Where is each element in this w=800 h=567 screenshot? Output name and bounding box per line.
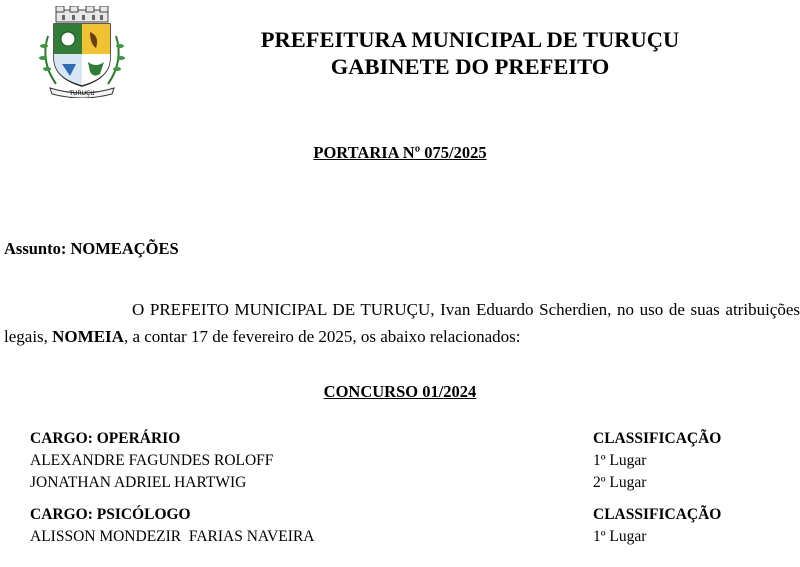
header-line-2: GABINETE DO PREFEITO xyxy=(330,54,610,79)
subject-value: NOMEAÇÕES xyxy=(70,239,179,258)
portaria-number: PORTARIA Nº 075/2025 xyxy=(313,143,487,162)
candidate-place: 2º Lugar xyxy=(593,474,647,491)
body-paragraph xyxy=(4,296,800,350)
body-text-bold: NOMEIA xyxy=(52,327,124,346)
cargo-heading: CARGO: OPERÁRIO xyxy=(30,430,181,447)
candidate-name: ALEXANDRE FAGUNDES ROLOFF xyxy=(30,452,274,469)
concurso-number: CONCURSO 01/2024 xyxy=(323,382,477,401)
cargo-heading: CARGO: PSICÓLOGO xyxy=(30,506,191,523)
subject-label: Assunto: xyxy=(4,239,67,258)
crest-motto: TURUÇU xyxy=(69,90,95,97)
document-header xyxy=(200,26,740,80)
candidate-place: 1º Lugar xyxy=(593,528,647,545)
classification-heading: CLASSIFICAÇÃO xyxy=(593,430,722,447)
body-text-part1: O PREFEITO MUNICIPAL DE TURUÇU, Ivan Eduardo Scherdien, no uso de suas atribuições legais, xyxy=(4,300,800,346)
header-line-1: PREFEITURA MUNICIPAL DE TURUÇU xyxy=(260,27,680,52)
municipal-coat-of-arms-logo xyxy=(34,6,130,98)
portaria-title xyxy=(0,143,800,163)
subject-line xyxy=(4,239,179,259)
candidate-name: ALISSON MONDEZIR FARIAS NAVEIRA xyxy=(30,528,315,545)
concurso-title xyxy=(0,382,800,402)
body-text-part2: , a contar 17 de fevereiro de 2025, os abaixo relacionados: xyxy=(123,327,521,346)
candidate-place: 1º Lugar xyxy=(593,452,647,469)
candidate-name: JONATHAN ADRIEL HARTWIG xyxy=(30,474,247,491)
classification-heading: CLASSIFICAÇÃO xyxy=(593,506,722,523)
